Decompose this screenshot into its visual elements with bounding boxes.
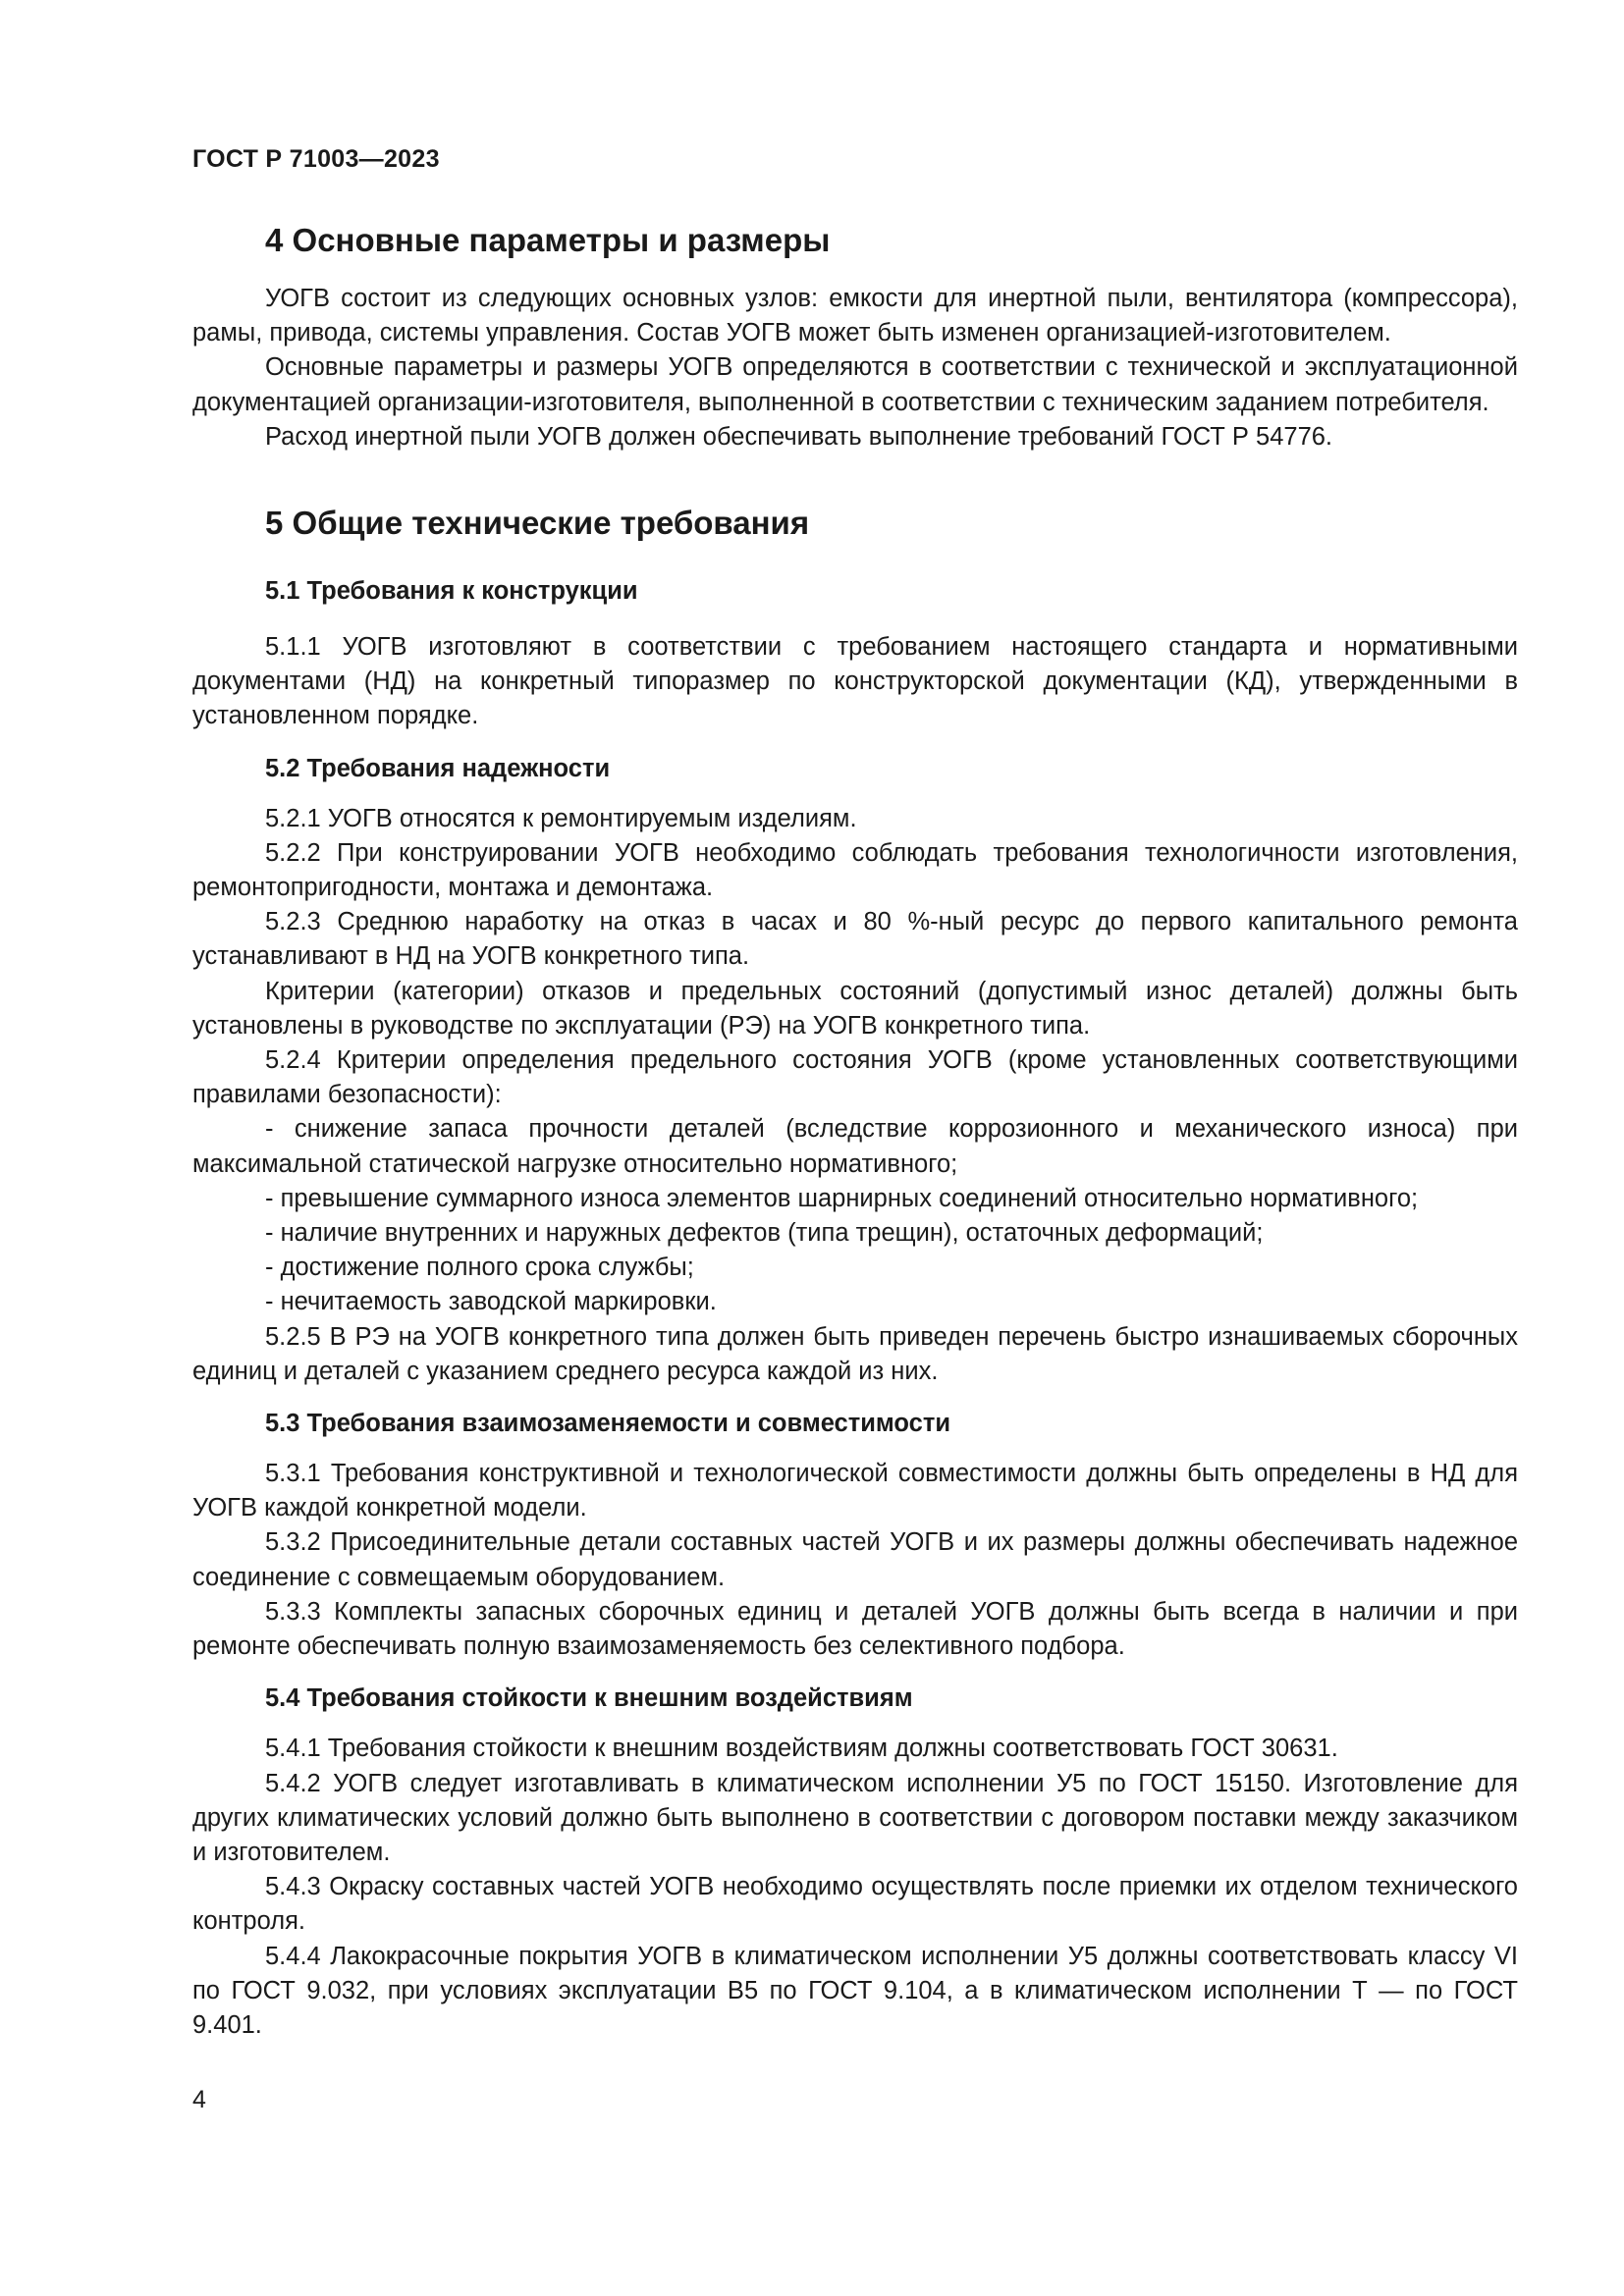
subsection-5-4-title: 5.4 Требования стойкости к внешним воздействиям — [265, 1684, 913, 1713]
subsection-5-2-title: 5.2 Требования надежности — [265, 754, 611, 782]
paragraph: Расход инертной пыли УОГВ должен обеспечивать выполнение требований ГОСТ Р 54776. — [265, 422, 1333, 451]
paragraph: Основные параметры и размеры УОГВ определяются в соответствии с технической и эксплуатационной документацией организации-изготовителя, выполненной в соответствии с техническим заданием потребителя. — [192, 353, 1518, 416]
paragraph: 5.2.3 Среднюю наработку на отказ в часах и 80 %-ный ресурс до первого капитального ремонта устанавливают в НД на УОГВ конкретного типа. — [192, 908, 1518, 971]
paragraph: 5.2.2 При конструировании УОГВ необходимо соблюдать требования технологичности изготовления, ремонтопригодности, монтажа и демонтажа. — [192, 838, 1518, 902]
page-content — [192, 221, 1518, 2043]
subsection-5-1-title: 5.1 Требования к конструкции — [265, 577, 638, 606]
paragraph: 5.4.3 Окраску составных частей УОГВ необходимо осуществлять после приемки их отделом технического контроля. — [192, 1873, 1518, 1936]
paragraph: Критерии (категории) отказов и предельных состояний (допустимый износ деталей) должны быть установлены в руководстве по эксплуатации (РЭ) на УОГВ конкретного типа. — [192, 977, 1518, 1040]
document-header: ГОСТ Р 71003—2023 — [192, 145, 440, 173]
list-item: - наличие внутренних и наружных дефектов (типа трещин), остаточных деформаций; — [265, 1219, 1264, 1248]
paragraph: 5.3.1 Требования конструктивной и технологической совместимости должны быть определены в НД для УОГВ каждой конкретной модели. — [192, 1460, 1518, 1522]
paragraph: 5.4.1 Требования стойкости к внешним воздействиям должны соответствовать ГОСТ 30631. — [265, 1735, 1338, 1763]
paragraph: 5.4.2 УОГВ следует изготавливать в климатическом исполнении У5 по ГОСТ 15150. Изготовление для других климатических условий должно быть выполнено в соответствии с договором поставки между заказчиком и изготовителем. — [192, 1769, 1518, 1866]
paragraph: 5.4.4 Лакокрасочные покрытия УОГВ в климатическом исполнении У5 должны соответствовать классу VI по ГОСТ 9.032, при условиях эксплуатации В5 по ГОСТ 9.104, а в климатическом исполнении Т — по ГОСТ 9.401. — [192, 1942, 1518, 2039]
paragraph: УОГВ состоит из следующих основных узлов: емкости для инертной пыли, вентилятора (компрессора), рамы, привода, системы управления. Состав УОГВ может быть изменен организацией-изготовителем. — [192, 285, 1518, 347]
list-item: - нечитаемость заводской маркировки. — [265, 1288, 717, 1316]
section-4-title: 4 Основные параметры и размеры — [265, 222, 831, 258]
paragraph: 5.2.1 УОГВ относятся к ремонтируемым изделиям. — [265, 804, 857, 832]
section-5-title: 5 Общие технические требования — [265, 505, 810, 542]
list-item: - превышение суммарного износа элементов шарнирных соединений относительно нормативного; — [265, 1184, 1419, 1212]
paragraph: 5.2.4 Критерии определения предельного состояния УОГВ (кроме установленных соответствующими правилами безопасности): — [192, 1046, 1518, 1109]
list-item: - снижение запаса прочности деталей (вследствие коррозионного и механического износа) при максимальной статической нагрузке относительно нормативного; — [192, 1115, 1518, 1178]
paragraph: 5.1.1 УОГВ изготовляют в соответствии с требованием настоящего стандарта и нормативными документами (НД) на конкретный типоразмер по конструкторской документации (КД), утвержденными в установленном порядке. — [192, 633, 1518, 730]
paragraph: 5.2.5 В РЭ на УОГВ конкретного типа должен быть приведен перечень быстро изнашиваемых сборочных единиц и деталей с указанием среднего ресурса каждой из них. — [192, 1322, 1518, 1385]
list-item: - достижение полного срока службы; — [265, 1254, 694, 1282]
subsection-5-3-title: 5.3 Требования взаимозаменяемости и совместимости — [265, 1410, 951, 1438]
page-number: 4 — [192, 2086, 206, 2113]
paragraph: 5.3.3 Комплекты запасных сборочных единиц и деталей УОГВ должны быть всегда в наличии и при ремонте обеспечивать полную взаимозаменяемость без селективного подбора. — [192, 1597, 1518, 1661]
paragraph: 5.3.2 Присоединительные детали составных частей УОГВ и их размеры должны обеспечивать надежное соединение с совмещаемым оборудованием. — [192, 1528, 1518, 1591]
